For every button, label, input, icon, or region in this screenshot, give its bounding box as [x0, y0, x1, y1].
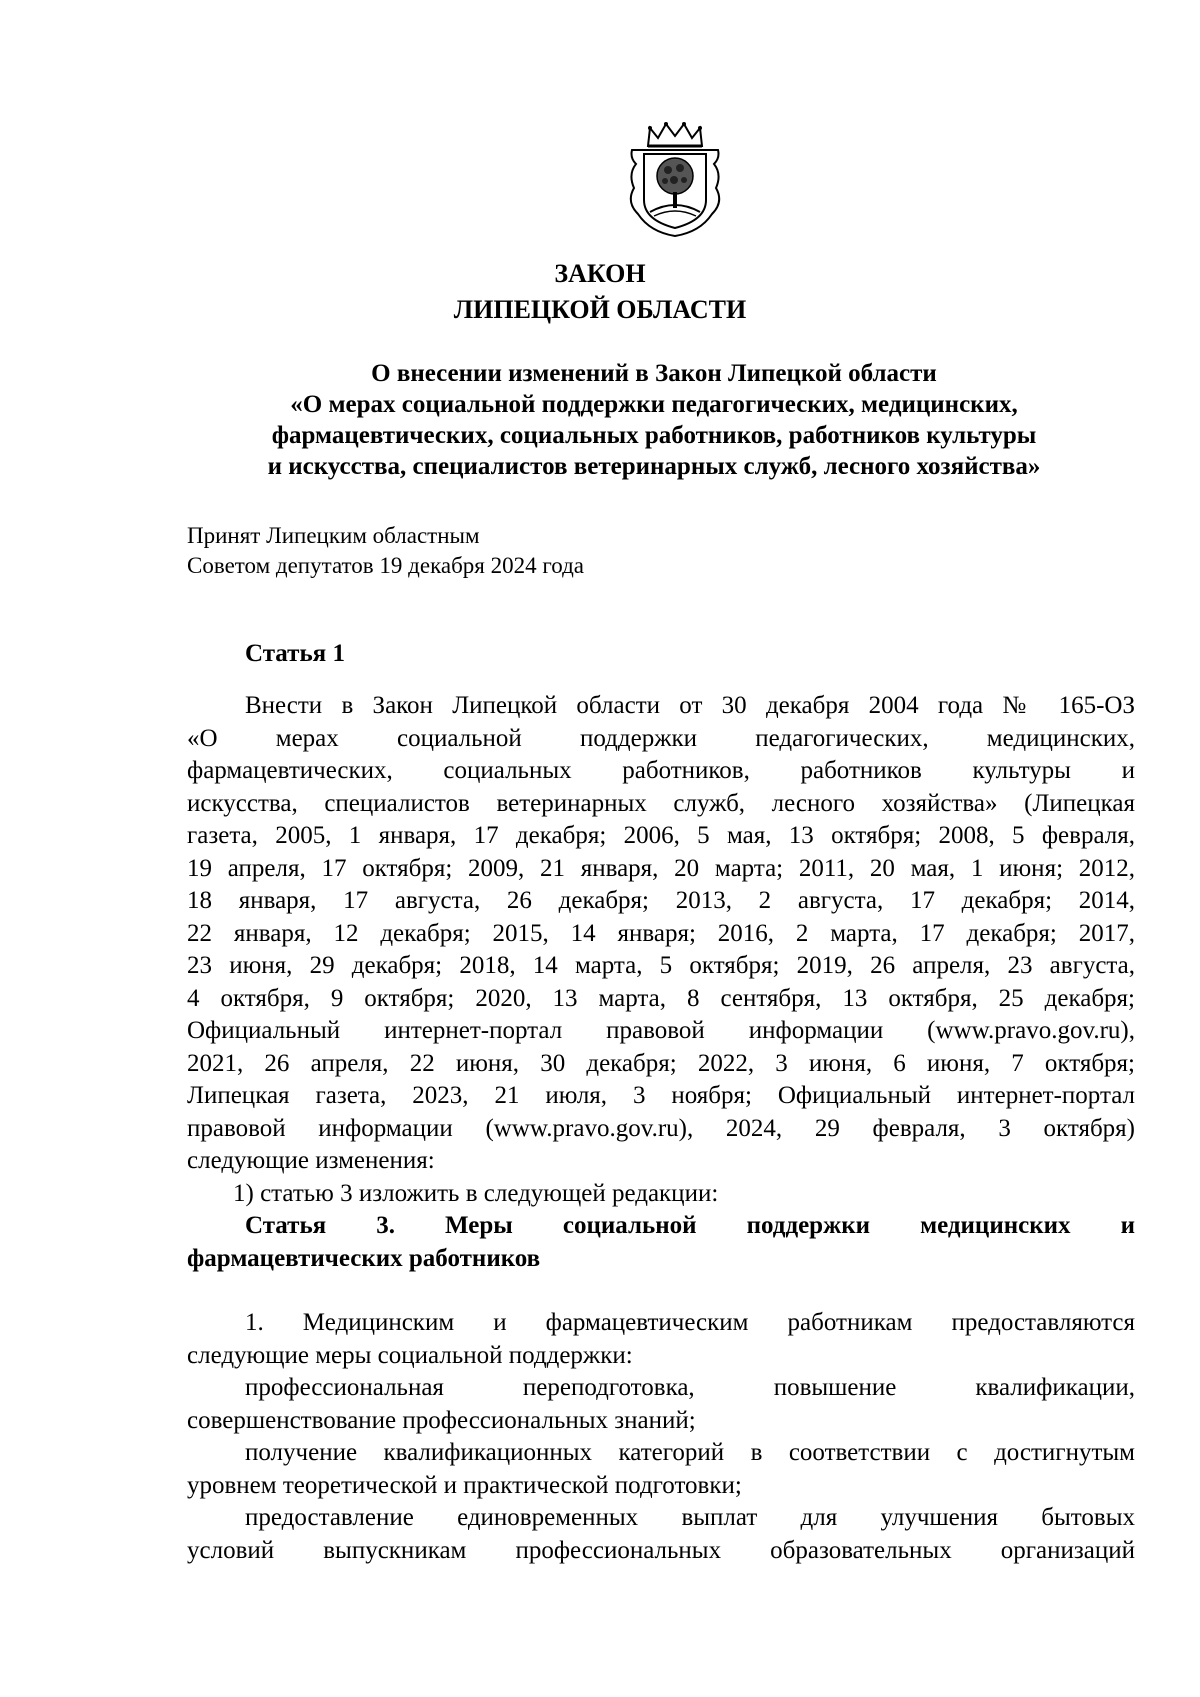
body-line: искусства, специалистов ветеринарных служб, лесного хозяйства» (Липецкая [187, 789, 1135, 817]
paragraph-line: совершенствование профессиональных знаний; [187, 1406, 696, 1434]
amendment-item-1: 1) статью 3 изложить в следующей редакции: [233, 1179, 719, 1207]
subject-line: фармацевтических, социальных работников, работников культуры [271, 422, 1037, 449]
spacer [187, 1275, 1135, 1307]
body-line: 4 октября, 9 октября; 2020, 13 марта, 8 сентября, 13 октября, 25 декабря; [187, 984, 1135, 1012]
article-3-heading: Статья 3. Меры социальной поддержки медицинских и [245, 1212, 1135, 1239]
body-line: Официальный интернет-портал правовой информации (www.pravo.gov.ru), [187, 1017, 1135, 1044]
paragraph-line: следующие меры социальной поддержки: [187, 1341, 633, 1369]
body-line: 18 января, 17 августа, 26 декабря; 2013, 2 августа, 17 декабря; 2014, [187, 887, 1135, 914]
body-line: 23 июня, 29 декабря; 2018, 14 марта, 5 октября; 2019, 26 апреля, 23 августа, [187, 952, 1135, 979]
paragraph-line: условий выпускникам профессиональных образовательных организаций [187, 1536, 1135, 1564]
coat-of-arms-emblem [620, 118, 730, 240]
paragraph-line: предоставление единовременных выплат для улучшения бытовых [245, 1504, 1135, 1531]
body-line: правовой информации (www.pravo.gov.ru), 2024, 29 февраля, 3 октября) [187, 1114, 1135, 1142]
subject-line: «О мерах социальной поддержки педагогических, медицинских, [290, 391, 1018, 418]
paragraph-line: 1. Медицинским и фармацевтическим работникам предоставляются [245, 1309, 1135, 1336]
document-type-title: ЗАКОН [554, 259, 646, 288]
adoption-note [187, 521, 584, 581]
issuing-region-title: ЛИПЕЦКОЙ ОБЛАСТИ [453, 295, 747, 324]
body-line: «О мерах социальной поддержки педагогических, медицинских, [187, 724, 1135, 752]
body-line: 22 января, 12 декабря; 2015, 14 января; 2016, 2 марта, 17 декабря; 2017, [187, 919, 1135, 947]
adoption-line: Принят Липецким областным [187, 523, 480, 548]
body-line: 19 апреля, 17 октября; 2009, 21 января, 20 марта; 2011, 20 мая, 1 июня; 2012, [187, 854, 1135, 882]
law-subject-title [170, 358, 1138, 482]
adoption-line: Советом депутатов 19 декабря 2024 года [187, 553, 584, 578]
body-line: Липецкая газета, 2023, 21 июля, 3 ноября; Официальный интернет-портал [187, 1082, 1135, 1109]
subject-line: О внесении изменений в Закон Липецкой области [371, 360, 937, 387]
body-line: 2021, 26 апреля, 22 июня, 30 декабря; 2022, 3 июня, 6 июня, 7 октября; [187, 1049, 1135, 1077]
subject-line: и искусства, специалистов ветеринарных служб, лесного хозяйства» [267, 453, 1041, 480]
body-line: Внести в Закон Липецкой области от 30 декабря 2004 года № 165-ОЗ [245, 692, 1135, 719]
paragraph-line: получение квалификационных категорий в соответствии с достигнутым [245, 1439, 1135, 1466]
body-line: фармацевтических, социальных работников, работников культуры и [187, 757, 1135, 784]
paragraph-line: профессиональная переподготовка, повышение квалификации, [245, 1374, 1135, 1401]
article-1-body [187, 690, 1135, 1567]
article-1-heading: Статья 1 [245, 640, 345, 667]
paragraph-line: уровнем теоретической и практической подготовки; [187, 1471, 742, 1499]
body-line: газета, 2005, 1 января, 17 декабря; 2006, 5 мая, 13 октября; 2008, 5 февраля, [187, 822, 1135, 849]
article-3-heading-cont: фармацевтических работников [187, 1244, 541, 1272]
body-line: следующие изменения: [187, 1147, 435, 1174]
